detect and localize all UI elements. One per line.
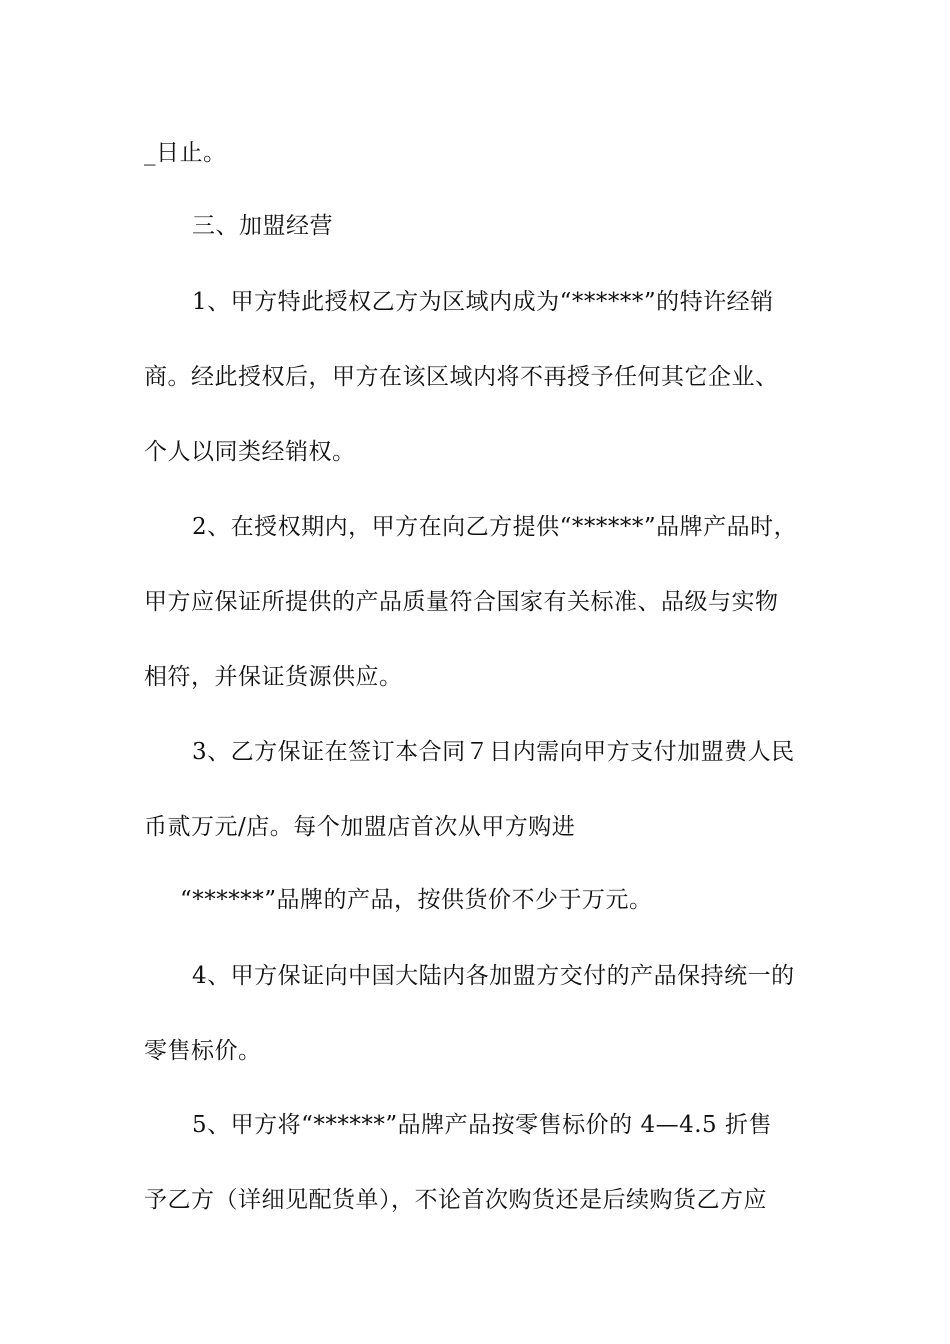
clause-2-line-3: 相符，并保证货源供应。 [144,664,403,690]
clause-3-line-2: 币贰万元/店。每个加盟店首次从甲方购进 [144,814,576,840]
clause-3-line-1: 3、乙方保证在签订本合同７日内需向甲方支付加盟费人民 [192,739,795,765]
clause-1-line-3: 个人以同类经销权。 [144,439,356,465]
clause-5-line-2: 予乙方（详细见配货单），不论首次购货还是后续购货乙方应 [144,1187,767,1213]
clause-4-line-2: 零售标价。 [144,1038,262,1064]
section-heading-franchise: 三、加盟经营 [192,213,333,239]
clause-1-line-1: 1、甲方特此授权乙方为区域内成为“******”的特许经销 [192,289,774,315]
clause-3-line-3: “******”品牌的产品，按供货价不少于万元。 [180,887,653,913]
clause-5-line-1: 5、甲方将“******”品牌产品按零售标价的 4—4.5 折售 [192,1112,772,1138]
clause-4-line-1: 4、甲方保证向中国大陆内各加盟方交付的产品保持统一的 [192,963,795,989]
clause-1-line-2: 商。经此授权后，甲方在该区域内将不再授予任何其它企业、 [144,364,779,390]
clause-2-line-1: 2、在授权期内，甲方在向乙方提供“******”品牌产品时， [192,514,798,540]
text-line-date-end: _日止。 [144,140,227,166]
clause-2-line-2: 甲方应保证所提供的产品质量符合国家有关标准、品级与实物 [144,589,779,615]
